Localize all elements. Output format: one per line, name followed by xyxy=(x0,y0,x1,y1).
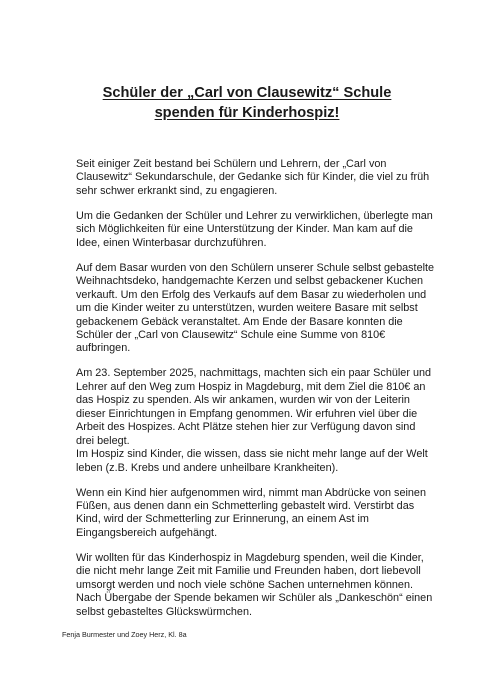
paragraph-hospice-children: Im Hospiz sind Kinder, die wissen, dass sie nicht mehr lange auf der Welt leben (z.B. Krebs und andere unheilbare Krankheiten). xyxy=(76,448,428,474)
paragraph-butterfly: Wenn ein Kind hier aufgenommen wird, nimmt man Abdrücke von seinen Füßen, aus denen dann ein Schmetterling gebastelt wird. Verstirbt das Kind, wird der Schmetterling zur Erinnerung, an einem Ast im Eingangsbereich aufgehängt. xyxy=(76,486,426,539)
article-body xyxy=(76,158,436,631)
paragraph-bazaar: Auf dem Basar wurden von den Schülern unserer Schule selbst gebastelte Weihnachtsdeko, handgemachte Kerzen und selbst gebackener Kuchen verkauft. Um den Erfolg des Verkaufs auf dem Basar zu wiederholen und um die Kinder weiter zu unterstützen, wurden weitere Basare mit selbst gebackenem Gebäck veranstaltet. Am Ende der Basare konnten die Schüler der „Carl von Clausewitz“ Schule eine Summe von 810€ aufbringen. xyxy=(76,261,435,355)
article-title xyxy=(60,84,434,123)
author-footer: Fenja Burmester und Zoey Herz, Kl. 8a xyxy=(62,630,187,639)
paragraph-idea: Um die Gedanken der Schüler und Lehrer zu verwirklichen, überlegte man sich Möglichkeiten für eine Unterstützung der Kinder. Man kam auf die Idee, einen Winterbasar durchzuführen. xyxy=(76,209,433,249)
article-title-line-1: Schüler der „Carl von Clausewitz“ Schule xyxy=(102,85,392,101)
paragraph-intro: Seit einiger Zeit bestand bei Schülern und Lehrern, der „Carl von Clausewitz“ Sekundarschule, der Gedanke sich für Kinder, die viel zu früh sehr schwer erkrankt sind, zu engagieren. xyxy=(76,158,430,197)
article-title-line-2: spenden für Kinderhospiz! xyxy=(154,104,340,121)
paragraph-reason: Wir wollten für das Kinderhospiz in Magdeburg spenden, weil die Kinder, die nicht mehr lange Zeit mit Familie und Freunden haben, dort liebevoll umsorgt werden und noch viele schöne Sachen unternehmen können. Nach Übergabe der Spende bekamen wir Schüler als „Dankeschön“ einen selbst gebasteltes Glückswürmchen. xyxy=(76,551,433,618)
paragraph-visit: Am 23. September 2025, nachmittags, machten sich ein paar Schüler und Lehrer auf den Weg zum Hospiz in Magdeburg, mit dem Ziel die 810€ an das Hospiz zu spenden. Als wir ankamen, wurden wir von der Leiterin dieser Einrichtungen in Empfang genommen. Wir erfuhren viel über die Arbeit des Hospizes. Acht Plätze stehen hier zur Verfügung davon sind drei belegt. xyxy=(76,367,432,447)
